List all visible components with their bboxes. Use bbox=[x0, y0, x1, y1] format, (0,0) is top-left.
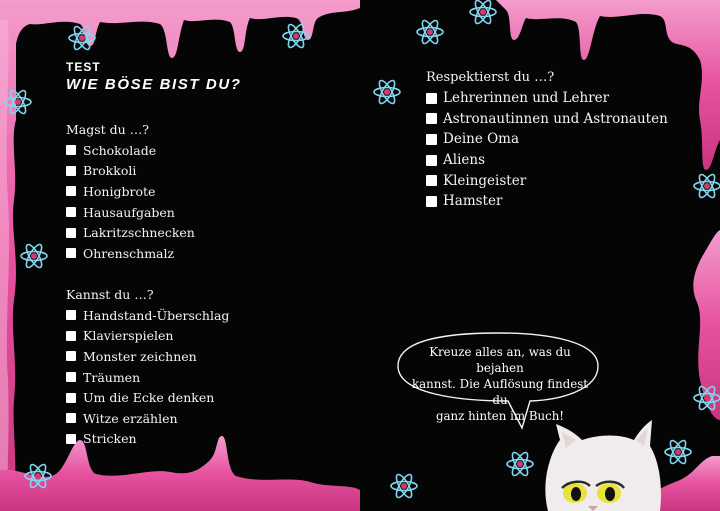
checklist-item[interactable]: Deine Oma bbox=[426, 129, 668, 150]
checkbox[interactable] bbox=[66, 186, 76, 196]
checklist-item[interactable]: Schokolade bbox=[66, 140, 195, 161]
checkbox[interactable] bbox=[66, 372, 76, 382]
checkbox[interactable] bbox=[66, 434, 76, 444]
checklist-item[interactable]: Um die Ecke denken bbox=[66, 387, 229, 408]
checklist-item[interactable]: Brokkoli bbox=[66, 161, 195, 182]
page-title: WIE BÖSE BIST DU? bbox=[66, 76, 242, 93]
checkbox[interactable] bbox=[66, 166, 76, 176]
checkbox[interactable] bbox=[66, 413, 76, 423]
checkbox[interactable] bbox=[426, 196, 437, 207]
checklist-item[interactable]: Hamster bbox=[426, 191, 668, 212]
checklist-item[interactable]: Stricken bbox=[66, 429, 229, 450]
atom-icon bbox=[470, 0, 496, 26]
checkbox[interactable] bbox=[66, 248, 76, 258]
question-magst-du: Magst du …? bbox=[66, 122, 149, 137]
atom-icon bbox=[391, 472, 417, 499]
atom-icon bbox=[417, 18, 443, 45]
checklist-item[interactable]: Lehrerinnen und Lehrer bbox=[426, 88, 668, 109]
checklist-item[interactable]: Klavierspielen bbox=[66, 326, 229, 347]
checklist-item[interactable]: Lakritzschnecken bbox=[66, 222, 195, 243]
question-respektierst-du: Respektierst du …? bbox=[426, 70, 555, 85]
checklist-item[interactable]: Aliens bbox=[426, 150, 668, 171]
checklist-item[interactable]: Träumen bbox=[66, 367, 229, 388]
atom-icon bbox=[21, 242, 47, 269]
checklist-kannst-du bbox=[66, 305, 229, 449]
question-kannst-du: Kannst du …? bbox=[66, 287, 154, 302]
checklist-item[interactable]: Kleingeister bbox=[426, 170, 668, 191]
checkbox[interactable] bbox=[66, 228, 76, 238]
checklist-item[interactable]: Honigbrote bbox=[66, 181, 195, 202]
atom-icon bbox=[374, 78, 400, 105]
atom-icon bbox=[665, 438, 691, 465]
checkbox[interactable] bbox=[426, 113, 437, 124]
checkbox[interactable] bbox=[426, 134, 437, 145]
checkbox[interactable] bbox=[66, 145, 76, 155]
checklist-item[interactable]: Hausaufgaben bbox=[66, 202, 195, 223]
atom-icon bbox=[694, 172, 720, 199]
checklist-item[interactable]: Witze erzählen bbox=[66, 408, 229, 429]
checklist-item[interactable]: Monster zeichnen bbox=[66, 346, 229, 367]
checkbox[interactable] bbox=[426, 175, 437, 186]
checkbox[interactable] bbox=[66, 207, 76, 217]
checklist-magst-du bbox=[66, 140, 195, 264]
cat-illustration bbox=[545, 420, 661, 511]
checkbox[interactable] bbox=[426, 93, 437, 104]
checkbox[interactable] bbox=[66, 351, 76, 361]
speech-bubble-text: Kreuze alles an, was du bejahen kannst. Die Auflösung findest du ganz hinten im Buch! bbox=[411, 345, 589, 423]
checkbox[interactable] bbox=[426, 155, 437, 166]
checklist-item[interactable]: Ohrenschmalz bbox=[66, 243, 195, 264]
checkbox[interactable] bbox=[66, 393, 76, 403]
checklist-item[interactable]: Handstand-Überschlag bbox=[66, 305, 229, 326]
test-label: TEST bbox=[66, 60, 101, 74]
checkbox[interactable] bbox=[66, 310, 76, 320]
checkbox[interactable] bbox=[66, 331, 76, 341]
checklist-respektierst-du bbox=[426, 88, 668, 212]
checklist-item[interactable]: Astronautinnen und Astronauten bbox=[426, 109, 668, 130]
atom-icon bbox=[507, 450, 533, 477]
